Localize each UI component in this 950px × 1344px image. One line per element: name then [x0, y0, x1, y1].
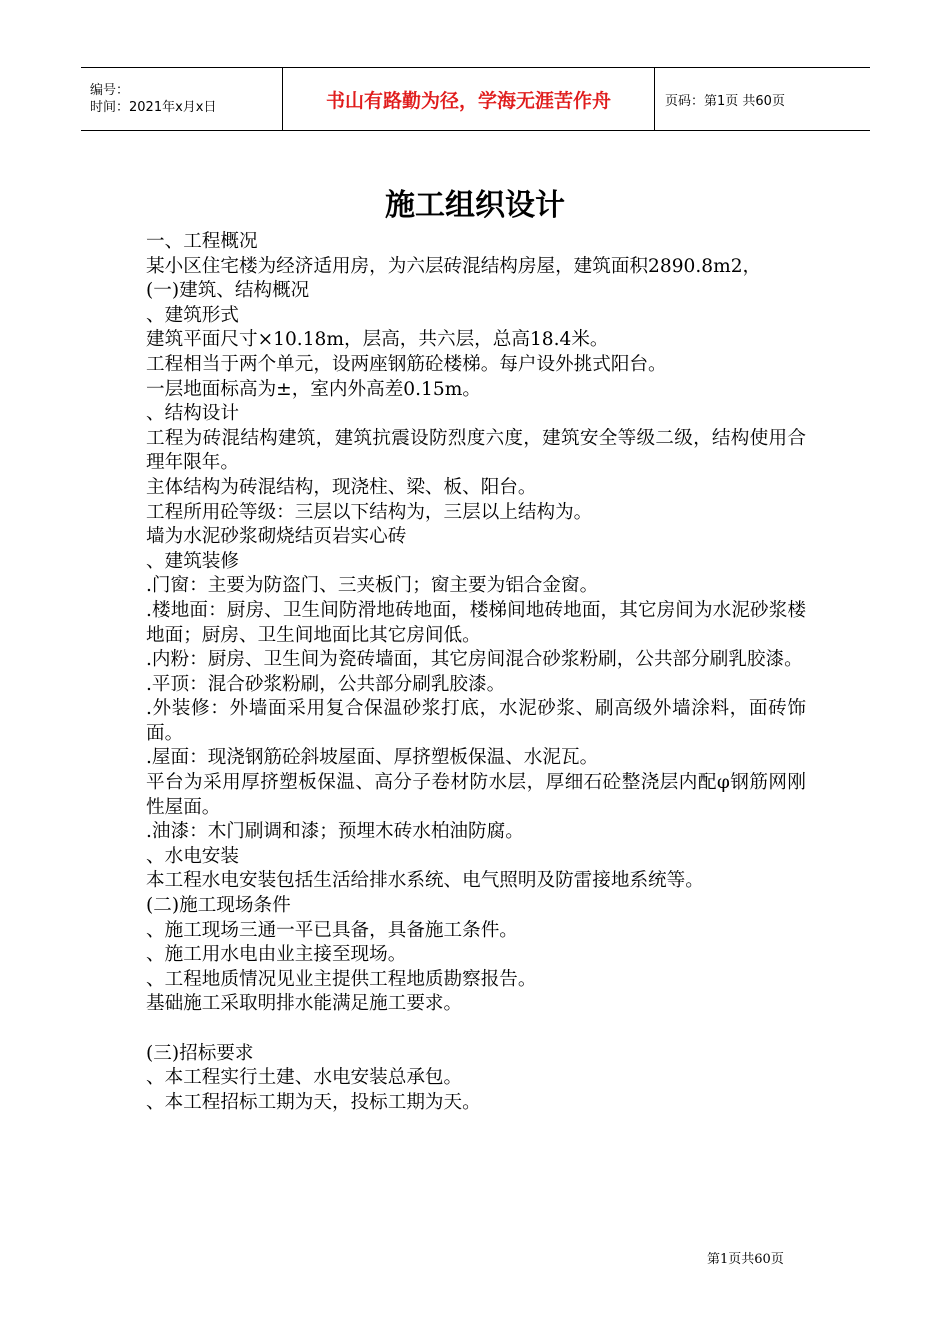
document-time-label: 时间：2021年x月x日	[90, 100, 217, 115]
paragraph: .油漆：木门刷调和漆；预埋木砖水柏油防腐。	[146, 821, 524, 843]
paragraph: 工程所用砼等级：三层以下结构为，三层以上结构为。	[146, 501, 593, 523]
blank-line	[146, 1017, 806, 1042]
paragraph: 、结构设计	[146, 403, 239, 425]
document-body	[146, 230, 806, 1115]
paragraph: 平台为采用厚挤塑板保温、高分子卷材防水层，厚细石砼整浇层内配φ钢筋网刚性屋面。	[146, 772, 806, 818]
paragraph: .门窗：主要为防盗门、三夹板门；窗主要为铝合金窗。	[146, 575, 599, 597]
paragraph: 一、工程概况	[146, 231, 258, 252]
paragraph: 、工程地质情况见业主提供工程地质勘察报告。	[146, 968, 537, 990]
document-number-label: 编号：	[90, 83, 130, 98]
paragraph: (三)招标要求	[146, 1042, 254, 1064]
header-page-info: 页码：第1页 共60页	[665, 93, 785, 109]
document-title: 施工组织设计	[385, 188, 565, 223]
paragraph: 、建筑装修	[146, 550, 239, 572]
paragraph: 、施工现场三通一平已具备，具备施工条件。	[146, 919, 518, 941]
paragraph: .外装修：外墙面采用复合保温砂浆打底，水泥砂浆、刷高级外墙涂料，面砖饰面。	[146, 698, 806, 744]
paragraph: .平顶：混合砂浆粉刷，公共部分刷乳胶漆。	[146, 673, 506, 695]
header-meta	[81, 68, 282, 130]
paragraph: 某小区住宅楼为经济适用房，为六层砖混结构房屋，建筑面积2890.8m2，	[146, 255, 762, 277]
page-header	[81, 67, 870, 131]
paragraph: 、水电安装	[146, 845, 239, 867]
paragraph: 主体结构为砖混结构，现浇柱、梁、板、阳台。	[146, 476, 537, 498]
paragraph: 工程为砖混结构建筑，建筑抗震设防烈度六度，建筑安全等级二级，结构使用合理年限年。	[146, 427, 806, 474]
paragraph: 、建筑形式	[146, 304, 239, 326]
paragraph: 工程相当于两个单元，设两座钢筋砼楼梯。每户设外挑式阳台。	[146, 353, 667, 375]
paragraph: .楼地面：厨房、卫生间防滑地砖地面，楼梯间地砖地面，其它房间为水泥砂浆楼地面；厨房、卫生间地面比其它房间低。	[146, 599, 806, 646]
paragraph: (一)建筑、结构概况	[146, 280, 310, 302]
paragraph: (二)施工现场条件	[146, 895, 291, 917]
paragraph: 本工程水电安装包括生活给排水系统、电气照明及防雷接地系统等。	[146, 870, 704, 892]
paragraph: 墙为水泥砂浆砌烧结页岩实心砖	[146, 526, 407, 548]
paragraph: 、本工程实行土建、水电安装总承包。	[146, 1067, 463, 1089]
page-footer: 第1页共60页	[707, 1252, 784, 1267]
paragraph: 一层地面标高为±，室内外高差0.15m。	[146, 378, 481, 400]
paragraph: .内粉：厨房、卫生间为瓷砖墙面，其它房间混合砂浆粉刷，公共部分刷乳胶漆。	[146, 649, 803, 671]
paragraph: 基础施工采取明排水能满足施工要求。	[146, 993, 463, 1015]
paragraph: 、本工程招标工期为天，投标工期为天。	[146, 1091, 481, 1113]
paragraph: .屋面：现浇钢筋砼斜坡屋面、厚挤塑板保温、水泥瓦。	[146, 747, 599, 769]
paragraph: 、施工用水电由业主接至现场。	[146, 944, 407, 966]
header-motto: 书山有路勤为径，学海无涯苦作舟	[282, 68, 655, 130]
paragraph: 建筑平面尺寸×10.18m，层高，共六层，总高18.4米。	[146, 329, 609, 351]
